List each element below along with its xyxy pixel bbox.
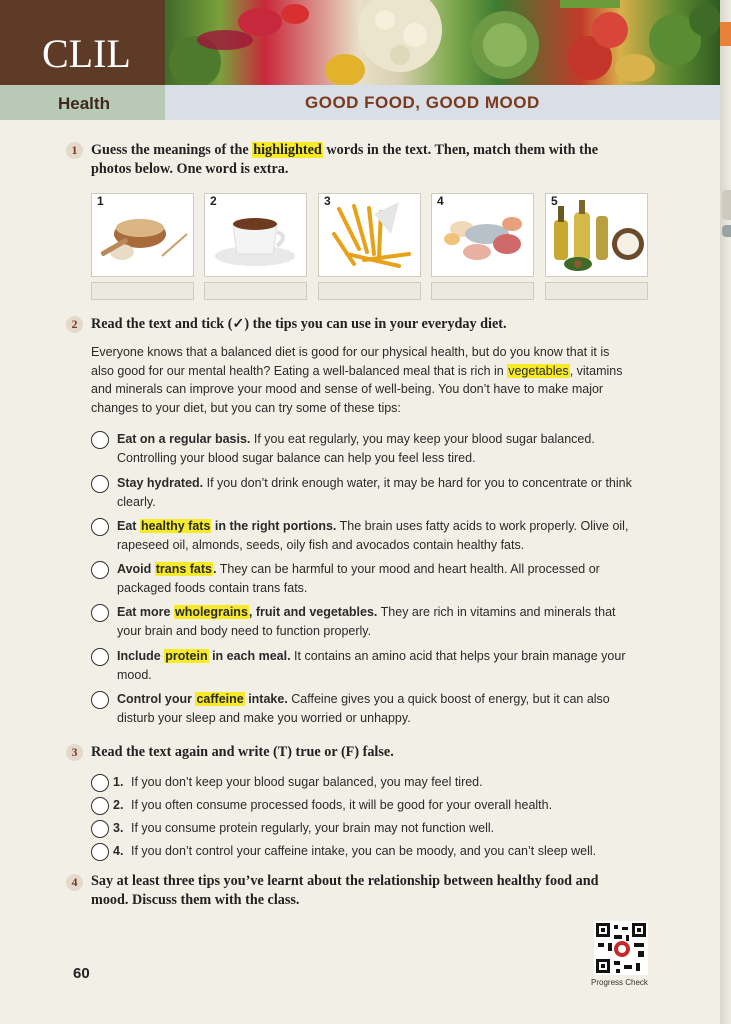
answer-circle[interactable] bbox=[91, 774, 109, 792]
wholegrains-photo-icon bbox=[92, 194, 193, 276]
photo-number: 1 bbox=[97, 194, 104, 208]
para-line: and minerals can improve your mood and sense of well-being. You don’t have to make major bbox=[91, 382, 604, 396]
tip-heading-end: . bbox=[213, 562, 217, 576]
tip-text bbox=[117, 647, 647, 684]
header-banner bbox=[0, 0, 720, 113]
item-number: 4. bbox=[113, 844, 124, 858]
qr-pattern bbox=[594, 921, 648, 975]
subject-label: Health bbox=[58, 94, 110, 113]
tip-heading-end: in each meal. bbox=[208, 649, 291, 663]
clil-label: CLIL bbox=[42, 31, 131, 76]
task-1-text-a: Guess the meanings of the bbox=[91, 142, 253, 158]
task-4-line-2: mood. Discuss them with the class. bbox=[91, 892, 300, 908]
highlight-word: caffeine bbox=[196, 692, 244, 706]
item-text: If you consume protein regularly, your brain may not function well. bbox=[131, 821, 495, 835]
tip-heading-end: intake. bbox=[244, 692, 288, 706]
page-edge bbox=[720, 0, 731, 1024]
photo-number: 4 bbox=[437, 194, 444, 208]
tip-body-2: Controlling your blood sugar balance can help you feel less tired. bbox=[117, 450, 476, 465]
photo-box-5 bbox=[545, 193, 648, 277]
qr-code-icon[interactable] bbox=[594, 921, 648, 975]
answer-box-3[interactable] bbox=[318, 282, 421, 300]
tip-heading: Include bbox=[117, 649, 165, 663]
clil-badge bbox=[0, 0, 165, 85]
fries-photo-icon bbox=[319, 194, 420, 276]
highlight-vegetables: vegetables bbox=[508, 363, 569, 378]
answer-circle[interactable] bbox=[91, 820, 109, 838]
tip-text bbox=[117, 517, 647, 554]
highlight-word: wholegrains bbox=[174, 605, 248, 619]
answer-box-1[interactable] bbox=[91, 282, 194, 300]
coffee-cup-photo-icon bbox=[205, 194, 306, 276]
answer-circle[interactable] bbox=[91, 797, 109, 815]
task-4-number: 4 bbox=[66, 874, 83, 891]
tip-body: If you don’t drink enough water, it may be hard for you to concentrate or think bbox=[203, 476, 632, 490]
tf-item-2 bbox=[91, 796, 651, 816]
tip-heading: Eat more bbox=[117, 605, 174, 619]
tick-circle[interactable] bbox=[91, 431, 109, 449]
answer-box-4[interactable] bbox=[431, 282, 534, 300]
tip-body-2: your brain and body need to function properly. bbox=[117, 623, 372, 638]
task-1-text-b: words in the text. Then, match them with the bbox=[322, 142, 599, 158]
tick-circle[interactable] bbox=[91, 604, 109, 622]
tip-text bbox=[117, 430, 647, 467]
highlight-word: protein bbox=[165, 649, 208, 663]
vegetables-illustration bbox=[165, 0, 720, 85]
tf-item-3 bbox=[91, 819, 651, 839]
tick-circle[interactable] bbox=[91, 648, 109, 666]
tip-heading: Eat bbox=[117, 519, 140, 533]
highlight-word: healthy fats bbox=[140, 519, 211, 533]
task-3-number: 3 bbox=[66, 744, 83, 761]
reading-text bbox=[91, 343, 651, 417]
photo-number: 5 bbox=[551, 194, 558, 208]
item-text: If you don’t control your caffeine intake, you can be moody, and you can’t sleep well. bbox=[131, 844, 597, 858]
answer-circle[interactable] bbox=[91, 843, 109, 861]
photo-number: 2 bbox=[210, 194, 217, 208]
tf-item-1 bbox=[91, 773, 651, 793]
task-1-highlight: highlighted bbox=[253, 142, 322, 158]
tip-body-2: mood. bbox=[117, 667, 152, 682]
tip-text bbox=[117, 603, 647, 640]
qr-label: Progress Check bbox=[591, 978, 648, 987]
tip-heading-end: in the right portions. bbox=[211, 519, 337, 533]
tip-body: They can be harmful to your mood and heart health. All processed or bbox=[216, 562, 600, 576]
task-1-instruction bbox=[91, 141, 671, 179]
answer-box-5[interactable] bbox=[545, 282, 648, 300]
task-4-line-1: Say at least three tips you’ve learnt about the relationship between healthy food and bbox=[91, 873, 599, 889]
tip-heading-end: , fruit and vegetables. bbox=[248, 605, 378, 619]
photo-box-2 bbox=[204, 193, 307, 277]
task-2-instruction: Read the text and tick (✓) the tips you can use in your everyday diet. bbox=[91, 316, 507, 332]
answer-box-2[interactable] bbox=[204, 282, 307, 300]
tip-body: It contains an amino acid that helps your brain manage your bbox=[290, 649, 626, 663]
tip-body: They are rich in vitamins and minerals that bbox=[377, 605, 616, 619]
tip-text bbox=[117, 560, 647, 597]
tip-heading: Avoid bbox=[117, 562, 155, 576]
oils-avocado-photo-icon bbox=[546, 194, 647, 276]
tick-circle[interactable] bbox=[91, 518, 109, 536]
item-number: 1. bbox=[113, 775, 124, 789]
item-number: 2. bbox=[113, 798, 124, 812]
tip-text bbox=[117, 474, 647, 511]
protein-foods-photo-icon bbox=[432, 194, 533, 276]
tip-body-2: disturb your sleep and make you worried or unhappy. bbox=[117, 710, 411, 725]
tf-item-4 bbox=[91, 842, 651, 862]
tip-body: If you eat regularly, you may keep your blood sugar balanced. bbox=[250, 432, 595, 446]
tip-body-2: rapeseed oil, almonds, seeds, oily fish and avocados contain healthy fats. bbox=[117, 537, 525, 552]
tip-heading: Eat on a regular basis. bbox=[117, 432, 251, 446]
task-1-number: 1 bbox=[66, 142, 83, 159]
page-title: GOOD FOOD, GOOD MOOD bbox=[305, 93, 540, 112]
edge-tab bbox=[720, 22, 731, 46]
edge-decoration bbox=[722, 225, 731, 237]
tip-heading: Stay hydrated. bbox=[117, 476, 204, 490]
photo-number: 3 bbox=[324, 194, 331, 208]
tip-body-2: clearly. bbox=[117, 494, 156, 509]
para-line: , vitamins bbox=[569, 363, 623, 378]
tip-heading: Control your bbox=[117, 692, 196, 706]
tip-body-2: packaged foods contain trans fats. bbox=[117, 580, 308, 595]
para-line: changes to your diet, but you can try some of these tips: bbox=[91, 400, 401, 415]
task-2-number: 2 bbox=[66, 316, 83, 333]
task-1-line-2: photos below. One word is extra. bbox=[91, 161, 289, 177]
tick-circle[interactable] bbox=[91, 561, 109, 579]
task-3-instruction: Read the text again and write (T) true or (F) false. bbox=[91, 744, 394, 760]
tick-circle[interactable] bbox=[91, 475, 109, 493]
photo-box-1 bbox=[91, 193, 194, 277]
item-number: 3. bbox=[113, 821, 124, 835]
tip-text bbox=[117, 690, 647, 727]
page-number: 60 bbox=[73, 965, 90, 982]
photo-box-3 bbox=[318, 193, 421, 277]
tick-circle[interactable] bbox=[91, 691, 109, 709]
tip-body: The brain uses fatty acids to work properly. Olive oil, bbox=[336, 519, 629, 533]
task-4-instruction bbox=[91, 872, 691, 910]
edge-decoration bbox=[722, 190, 731, 220]
item-text: If you often consume processed foods, it will be good for your overall health. bbox=[131, 798, 553, 812]
item-text: If you don’t keep your blood sugar balanced, you may feel tired. bbox=[131, 775, 483, 789]
para-line: Everyone knows that a balanced diet is good for our physical health, but do you know that it is bbox=[91, 345, 610, 359]
para-line: also good for our mental health? Eating a well-balanced meal that is rich in bbox=[91, 363, 508, 378]
photo-box-4 bbox=[431, 193, 534, 277]
tip-body: Caffeine gives you a quick boost of energy, but it can also bbox=[287, 692, 610, 706]
vegetables-banner-photo bbox=[165, 0, 720, 85]
highlight-word: trans fats bbox=[155, 562, 213, 576]
